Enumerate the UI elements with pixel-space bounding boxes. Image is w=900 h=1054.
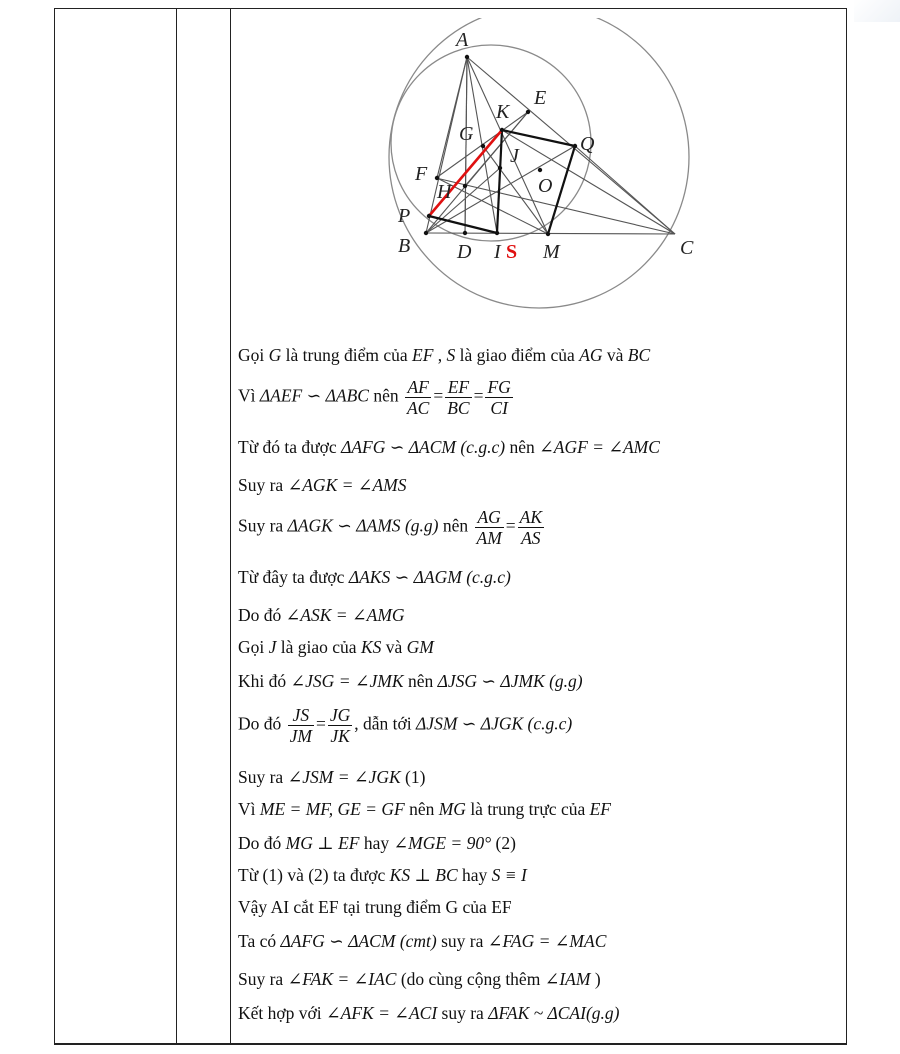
text: (1) — [400, 767, 426, 787]
math: MG ⊥ EF — [285, 833, 360, 853]
math: MG — [438, 799, 466, 819]
proof-line-2 — [238, 377, 515, 418]
text: Ta có — [238, 931, 281, 951]
text: hay — [359, 833, 394, 853]
math: (c.g.c) — [466, 567, 511, 587]
math: KS — [360, 637, 382, 657]
proof-line-1 — [238, 345, 650, 366]
proof-line-10 — [238, 705, 572, 746]
circumcircle — [389, 18, 689, 308]
proof-line-9 — [238, 671, 583, 692]
proof-line-3 — [238, 437, 660, 458]
text: và — [381, 637, 407, 657]
label-M: M — [543, 241, 560, 263]
numerator: JS — [292, 705, 310, 725]
label-B: B — [398, 235, 411, 257]
text: nên — [505, 437, 540, 457]
text: nên — [368, 385, 403, 406]
proof-line-6 — [238, 567, 511, 588]
text: Do đó — [238, 833, 286, 853]
numerator: AK — [519, 507, 543, 527]
label-H: H — [437, 181, 452, 203]
math: (cmt) — [399, 931, 437, 951]
text: Kết hợp với — [238, 1003, 327, 1023]
text: ) — [590, 969, 601, 989]
denominator: JK — [328, 725, 352, 746]
math: ∠JSM = ∠JGK — [287, 767, 401, 787]
fraction — [445, 377, 471, 418]
proof-line-4 — [238, 475, 406, 496]
text: và — [602, 345, 628, 365]
math: ME = MF, GE = GF — [259, 799, 405, 819]
label-G: G — [459, 123, 474, 145]
math: ∠FAG = ∠MAC — [487, 931, 607, 951]
text: , — [433, 345, 447, 365]
math: (g.g) — [549, 671, 583, 691]
proof-line-13 — [238, 833, 516, 854]
math: ∠MGE = 90° — [393, 833, 492, 853]
denominator: AC — [406, 398, 430, 418]
label-F: F — [415, 163, 428, 185]
text: Khi đó — [238, 671, 291, 691]
label-Q: Q — [580, 133, 595, 155]
text: , dẫn tới — [354, 713, 417, 734]
proof-line-16 — [238, 931, 606, 952]
column-divider-2 — [230, 8, 231, 1044]
text: Vì — [238, 799, 260, 819]
math: J — [268, 637, 277, 657]
proof-line-17 — [238, 969, 601, 990]
label-I: I — [494, 241, 501, 263]
text: (do cùng cộng thêm — [396, 969, 545, 989]
fraction — [485, 377, 512, 418]
equals: = — [316, 713, 326, 734]
math: EF — [412, 345, 434, 365]
text: là trung điểm của — [281, 345, 412, 365]
fraction — [518, 507, 544, 548]
fraction — [405, 377, 431, 418]
text: Vậy AI cắt EF tại trung điểm G của EF — [238, 897, 512, 917]
text: Suy ra — [238, 515, 288, 536]
label-A: A — [456, 29, 469, 51]
numerator: EF — [447, 377, 470, 397]
numerator: AG — [477, 507, 501, 527]
text: Gọi — [238, 345, 269, 365]
text: nên — [438, 515, 473, 536]
math: ∠AFK = ∠ACI — [326, 1003, 438, 1023]
text: nên — [404, 799, 439, 819]
math: ΔAEF ∽ ΔABC — [259, 385, 369, 406]
math: AG — [579, 345, 603, 365]
fraction — [475, 507, 504, 548]
text: là giao điểm của — [455, 345, 580, 365]
text: (2) — [491, 833, 516, 853]
text: Do đó — [238, 605, 286, 625]
math: ∠IAM — [544, 969, 591, 989]
math: ∠JSG = ∠JMK — [290, 671, 404, 691]
text: Từ đó ta được — [238, 437, 342, 457]
text: Từ (1) và (2) ta được — [238, 865, 390, 885]
math: ΔAGK ∽ ΔAMS — [287, 515, 401, 536]
text: hay — [457, 865, 492, 885]
label-S: S — [506, 241, 518, 263]
fraction — [288, 705, 314, 746]
construction-lines — [426, 57, 675, 234]
denominator: BC — [447, 398, 470, 418]
math: EF — [589, 799, 611, 819]
math: ∠FAK = ∠IAC — [287, 969, 397, 989]
fraction — [328, 705, 352, 746]
text: Suy ra — [238, 475, 288, 495]
math: ΔFAK ~ ΔCAI — [488, 1003, 586, 1023]
math: (g.g) — [585, 1003, 620, 1023]
text: nên — [403, 671, 438, 691]
text: là trung trực của — [465, 799, 590, 819]
math: ΔAFG ∽ ΔACM — [341, 437, 456, 457]
label-O: O — [538, 175, 553, 197]
text: là giao của — [276, 637, 361, 657]
label-P: P — [398, 205, 411, 227]
text: suy ra — [436, 931, 488, 951]
label-K: K — [496, 101, 510, 123]
proof-line-8 — [238, 637, 434, 658]
equals: = — [505, 515, 516, 536]
label-J: J — [510, 145, 519, 167]
math: ΔJSG ∽ ΔJMK — [437, 671, 545, 691]
math: (g.g) — [404, 515, 439, 536]
equals: = — [473, 385, 484, 406]
label-E: E — [534, 87, 547, 109]
math: ΔAKS ∽ ΔAGM — [348, 567, 462, 587]
label-C: C — [680, 237, 694, 259]
column-divider-1 — [176, 8, 177, 1044]
math: G — [268, 345, 282, 365]
corner-decoration — [854, 0, 900, 22]
denominator: AS — [518, 527, 544, 548]
proof-line-14 — [238, 865, 527, 886]
equals: = — [433, 385, 444, 406]
numerator: AF — [407, 377, 429, 397]
text: suy ra — [437, 1003, 489, 1023]
text: Vì — [238, 385, 260, 406]
math: KS ⊥ BC — [389, 865, 458, 885]
proof-line-15 — [238, 897, 512, 918]
proof-line-7 — [238, 605, 405, 626]
proof-line-11 — [238, 767, 425, 788]
text: Từ đây ta được — [238, 567, 349, 587]
text: Do đó — [238, 713, 286, 734]
math: ΔJSM ∽ ΔJGK — [416, 713, 524, 734]
proof-line-18 — [238, 1003, 619, 1024]
text: Gọi — [238, 637, 269, 657]
denominator: AM — [476, 528, 502, 548]
label-D: D — [457, 241, 472, 263]
text: Suy ra — [238, 767, 288, 787]
math: S ≡ I — [491, 865, 527, 885]
denominator: CI — [485, 397, 512, 418]
math: GM — [406, 637, 434, 657]
math: (c.g.c) — [527, 713, 573, 734]
math: S — [446, 345, 456, 365]
denominator: JM — [289, 726, 312, 746]
text: Suy ra — [238, 969, 288, 989]
math: BC — [627, 345, 651, 365]
numerator: FG — [487, 377, 511, 397]
math: ∠AGF = ∠AMC — [539, 437, 660, 457]
math: ∠AGK = ∠AMS — [287, 475, 407, 495]
math: (c.g.c) — [460, 437, 506, 457]
numerator: JG — [329, 705, 351, 725]
geometry-figure — [380, 18, 710, 318]
proof-line-5 — [238, 507, 546, 548]
math: ∠ASK = ∠AMG — [285, 605, 405, 625]
math: ΔAFG ∽ ΔACM — [280, 931, 396, 951]
proof-line-12 — [238, 799, 611, 820]
